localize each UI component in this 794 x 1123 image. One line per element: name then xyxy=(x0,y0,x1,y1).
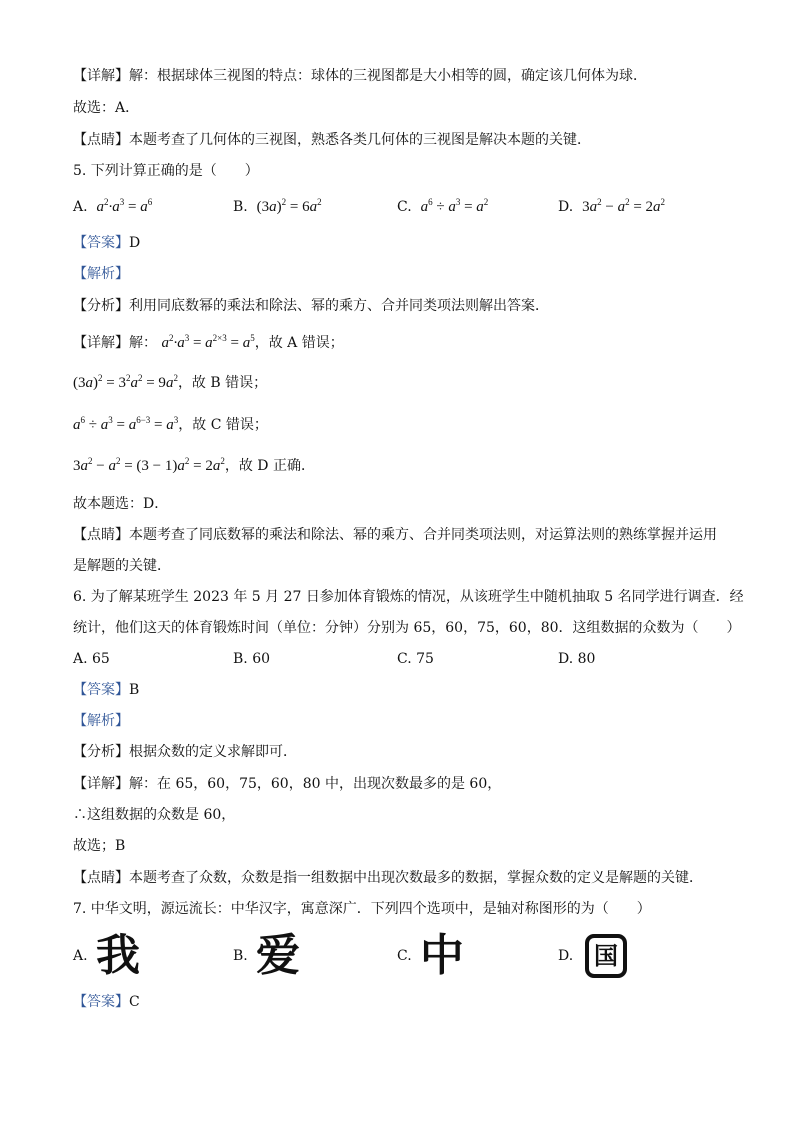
comment-text: 本题考查了几何体的三视图，熟悉各类几何体的三视图是解决本题的关键． xyxy=(129,132,591,148)
q6-detail xyxy=(73,774,501,794)
q7-option-b-letter: B. xyxy=(233,948,248,964)
comment-text: 本题考查了众数，众数是指一组数据中出现次数最多的数据，掌握众数的定义是解题的关键． xyxy=(129,870,703,886)
q5-answer xyxy=(73,233,140,253)
step-expr: $(3a)^2 = 3^2a^2 = 9a^2$ xyxy=(73,373,178,391)
q6-option-d xyxy=(558,649,595,669)
q6-choice: 故选；B xyxy=(73,838,126,854)
q5-step-3 xyxy=(73,415,268,435)
option-letter: C. xyxy=(397,199,412,215)
q5-step-2 xyxy=(73,373,267,393)
option-letter: B. xyxy=(233,651,248,667)
q5-comment-cont: 是解题的关键． xyxy=(73,558,171,574)
option-letter: D. xyxy=(558,199,574,215)
q7-glyph-ai: 爱 xyxy=(256,930,300,981)
q6-option-a xyxy=(73,649,110,669)
q5-option-b xyxy=(233,197,322,217)
option-text: 75 xyxy=(416,651,434,667)
fenxi-text: 利用同底数幂的乘法和除法、幂的乘方、合并同类项法则解出答案． xyxy=(129,298,549,314)
step-note: ，故 C 错误； xyxy=(178,417,268,433)
answer-value: D xyxy=(129,235,141,251)
q4-choice: 故选：A． xyxy=(73,100,140,116)
option-letter: B. xyxy=(233,199,248,215)
detail-text: 解：在 65，60，75，60，80 中，出现次数最多的是 60， xyxy=(129,776,502,792)
q5-choice: 故本题选：D． xyxy=(73,496,169,512)
detail-prefix: 解： xyxy=(129,335,157,351)
detail-tag: 【详解】 xyxy=(73,68,129,84)
q6-option-c xyxy=(397,649,434,669)
q5-step-1 xyxy=(73,333,344,353)
step-note: ，故 D 正确． xyxy=(224,458,315,474)
q5-fenxi xyxy=(73,296,549,316)
detail-text: 解：根据球体三视图的特点：球体的三视图都是大小相等的圆，确定该几何体为球． xyxy=(129,68,647,84)
detail-tag: 【详解】 xyxy=(73,776,129,792)
q7-glyph-wo: 我 xyxy=(96,930,140,981)
q4-comment xyxy=(73,130,591,150)
q6-analysis-tag: 【解析】 xyxy=(73,713,129,729)
q5-option-a xyxy=(73,197,152,217)
option-expr: $3a^2 - a^2 = 2a^2$ xyxy=(582,197,666,215)
q7-option-c-letter: C. xyxy=(397,948,412,964)
answer-value: C xyxy=(129,994,140,1010)
q7-glyph-zhong: 中 xyxy=(420,930,464,981)
step-note: ，故 A 错误； xyxy=(254,335,344,351)
option-expr: $a^2\cdot a^3 = a^6$ xyxy=(96,197,153,215)
q7-glyph-guo: 国 xyxy=(585,934,627,978)
option-letter: D. xyxy=(558,651,574,667)
q6-answer xyxy=(73,680,139,700)
q6-comment xyxy=(73,868,703,888)
q4-detail xyxy=(73,66,647,86)
q5-step-4 xyxy=(73,456,315,476)
option-letter: A. xyxy=(73,651,88,667)
q7-option-d-letter: D. xyxy=(558,948,574,964)
q7-stem: 7. 中华文明，源远流长：中华汉字，寓意深广．下列四个选项中，是轴对称图形的为（ ） xyxy=(73,901,651,917)
q5-option-d xyxy=(558,197,665,217)
option-expr: $a^6 \div a^3 = a^2$ xyxy=(420,197,489,215)
fenxi-tag: 【分析】 xyxy=(73,744,129,760)
q6-therefore: ∴这组数据的众数是 60， xyxy=(73,807,236,823)
fenxi-tag: 【分析】 xyxy=(73,298,129,314)
q7-option-a-letter: A. xyxy=(73,948,88,964)
q5-option-c xyxy=(397,197,488,217)
fenxi-text: 根据众数的定义求解即可． xyxy=(129,744,297,760)
comment-tag: 【点睛】 xyxy=(73,527,129,543)
answer-tag: 【答案】 xyxy=(73,994,129,1010)
q5-stem: 5. 下列计算正确的是（ ） xyxy=(73,163,259,179)
step-note: ，故 B 错误； xyxy=(177,375,268,391)
comment-tag: 【点睛】 xyxy=(73,870,129,886)
comment-text: 本题考查了同底数幂的乘法和除法、幂的乘方、合并同类项法则，对运算法则的熟练掌握并运用 xyxy=(129,527,717,543)
q6-stem-line-1: 6. 为了解某班学生 2023 年 5 月 27 日参加体育锻炼的情况，从该班学生中随机抽取 5 名同学进行调查．经 xyxy=(73,589,744,605)
answer-value: B xyxy=(129,682,140,698)
q6-option-b xyxy=(233,649,270,669)
q6-stem-line-2: 统计，他们这天的体育锻炼时间（单位：分钟）分别为 65，60，75，60，80．这组数据的众数为（ ） xyxy=(73,620,741,636)
answer-tag: 【答案】 xyxy=(73,682,129,698)
step-expr: $a^6 \div a^3 = a^{6-3} = a^3$ xyxy=(73,415,179,433)
option-text: 80 xyxy=(577,651,596,667)
option-text: 60 xyxy=(252,651,271,667)
comment-tag: 【点睛】 xyxy=(73,132,129,148)
detail-tag: 【详解】 xyxy=(73,335,129,351)
option-letter: A. xyxy=(73,199,88,215)
q6-fenxi xyxy=(73,742,297,762)
step-expr: $3a^2 - a^2 = (3 - 1)a^2 = 2a^2$ xyxy=(73,456,225,474)
option-expr: $(3a)^2 = 6a^2$ xyxy=(256,197,322,215)
option-text: 65 xyxy=(92,651,110,667)
q5-analysis-tag: 【解析】 xyxy=(73,266,129,282)
step-expr: $a^2\cdot a^3 = a^{2\times 3} = a^5$ xyxy=(161,333,255,351)
option-letter: C. xyxy=(397,651,412,667)
q7-answer xyxy=(73,992,140,1012)
q5-comment xyxy=(73,525,717,545)
answer-tag: 【答案】 xyxy=(73,235,129,251)
